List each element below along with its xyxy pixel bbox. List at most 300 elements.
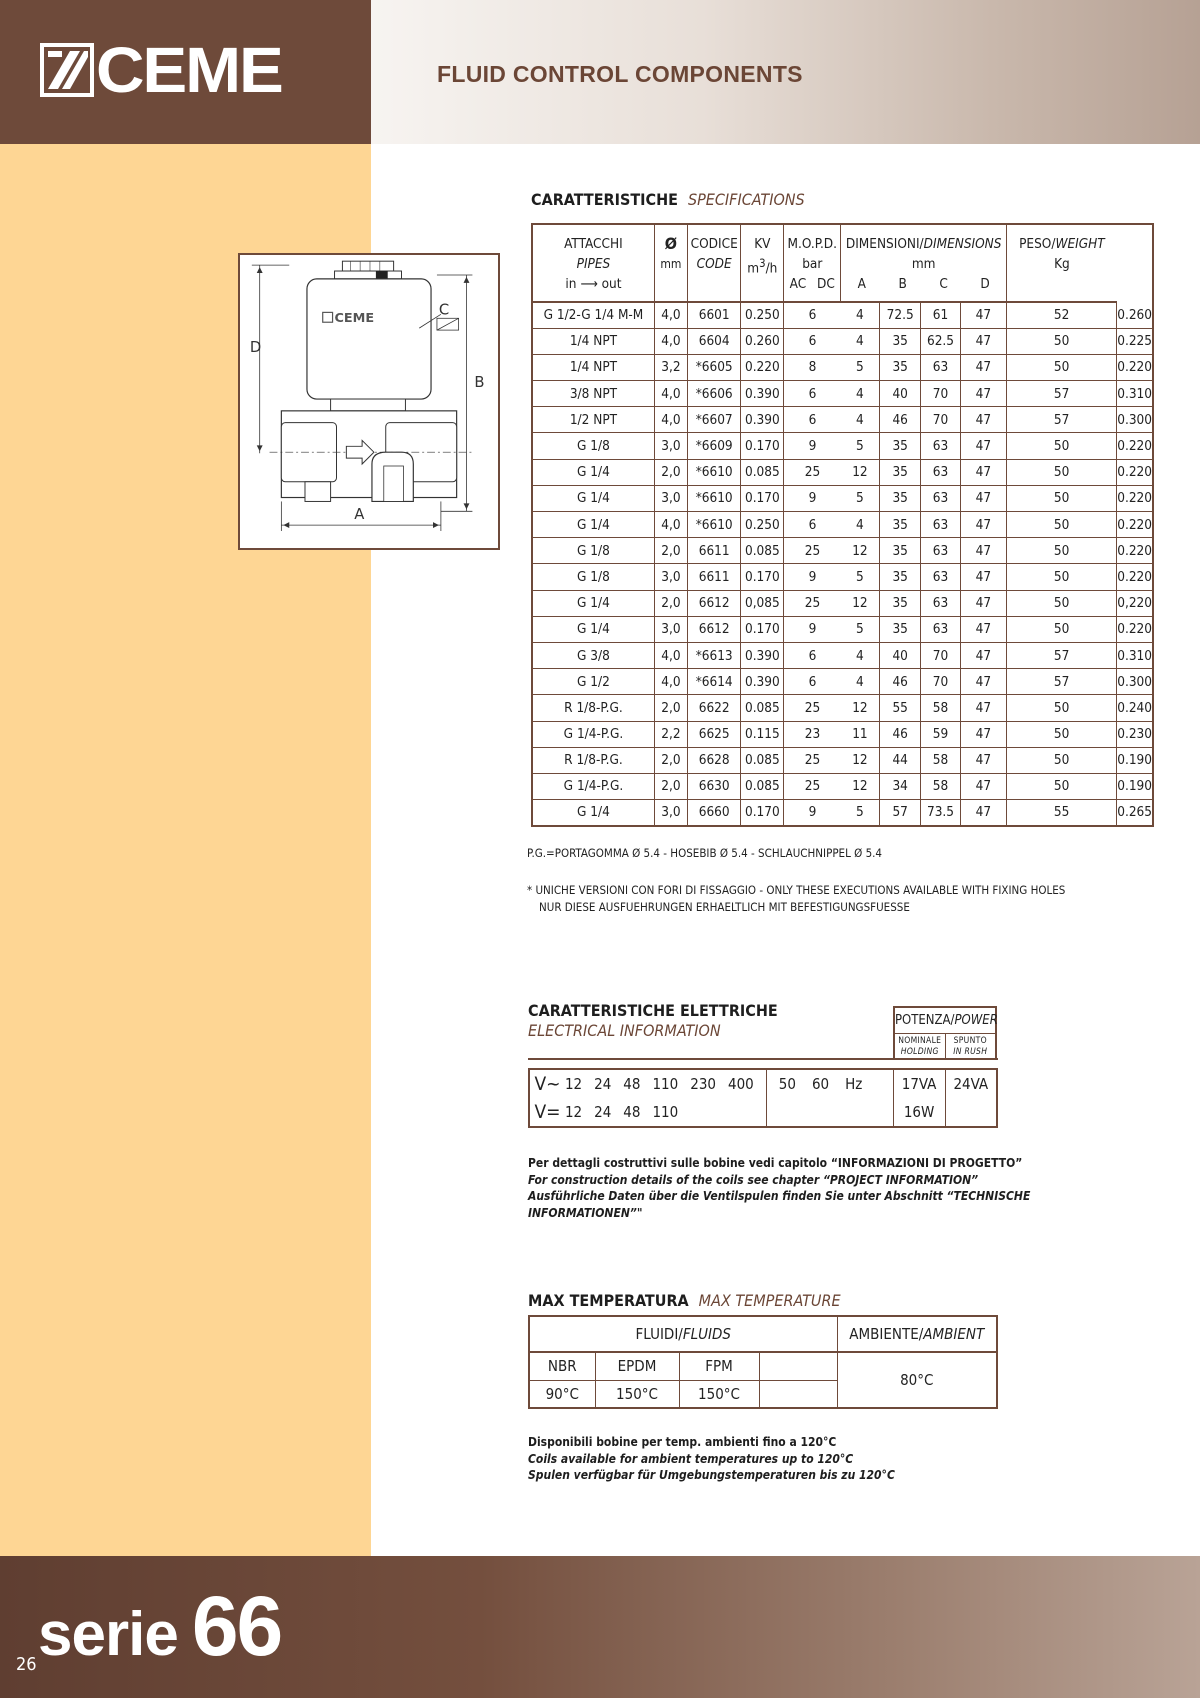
col-code: CODICE CODE — [687, 224, 741, 302]
table-cell: 52 — [1007, 302, 1117, 328]
material-nbr: NBR — [529, 1352, 595, 1380]
dim-b-label: B — [474, 374, 485, 392]
table-cell: 4,0 — [654, 512, 687, 538]
table-cell: *6607 — [687, 407, 741, 433]
table-cell: 70 — [921, 669, 960, 695]
table-cell: 47 — [960, 538, 1006, 564]
table-cell: G 3/8 — [532, 642, 654, 668]
table-row — [532, 407, 1153, 433]
table-cell: 46 — [880, 407, 921, 433]
table-cell: 47 — [960, 800, 1006, 826]
table-cell: 0.085 — [741, 773, 784, 799]
table-cell: 0.390 — [741, 642, 784, 668]
table-cell: *6614 — [687, 669, 741, 695]
table-cell: 0.265 — [1117, 800, 1153, 826]
table-cell: 3,0 — [654, 433, 687, 459]
table-cell: 4 — [841, 407, 880, 433]
table-cell: 73.5 — [921, 800, 960, 826]
dc-holding: 16W — [893, 1098, 945, 1127]
table-cell: 58 — [921, 695, 960, 721]
dc-inrush — [945, 1098, 997, 1127]
table-cell: 47 — [960, 669, 1006, 695]
material-fpm: FPM — [679, 1352, 759, 1380]
table-cell: G 1/4 — [532, 459, 654, 485]
table-cell: 3,0 — [654, 564, 687, 590]
valve-drawing — [238, 253, 500, 550]
table-cell: 0.220 — [1117, 433, 1153, 459]
table-cell: 70 — [921, 381, 960, 407]
temp-epdm: 150°C — [595, 1380, 679, 1408]
table-cell: 6625 — [687, 721, 741, 747]
table-cell: 2,0 — [654, 747, 687, 773]
table-cell: 35 — [880, 564, 921, 590]
table-cell: 47 — [960, 721, 1006, 747]
table-cell: 35 — [880, 433, 921, 459]
col-pipes: ATTACCHI PIPES in ⟶ out — [532, 224, 654, 302]
table-cell: 12 — [841, 747, 880, 773]
table-row — [532, 564, 1153, 590]
table-cell: 0.390 — [741, 381, 784, 407]
table-cell: 40 — [880, 642, 921, 668]
dim-a-label: A — [354, 506, 365, 524]
table-cell: 57 — [1007, 381, 1117, 407]
temp-fpm: 150°C — [679, 1380, 759, 1408]
table-cell: 47 — [960, 747, 1006, 773]
table-cell: 50 — [1007, 721, 1117, 747]
dc-voltages: 12 24 48 110 — [564, 1103, 679, 1121]
table-cell: 1/4 NPT — [532, 328, 654, 354]
ac-inrush: 24VA — [945, 1069, 997, 1098]
table-cell: 35 — [880, 354, 921, 380]
table-cell: 25 — [784, 773, 841, 799]
table-cell: 0.310 — [1117, 381, 1153, 407]
table-row — [532, 433, 1153, 459]
table-cell: 2,0 — [654, 590, 687, 616]
table-cell: 35 — [880, 328, 921, 354]
table-cell: 63 — [921, 512, 960, 538]
table-cell: 0.220 — [1117, 512, 1153, 538]
table-cell: 70 — [921, 407, 960, 433]
table-cell: 47 — [960, 381, 1006, 407]
table-cell: G 1/4 — [577, 804, 610, 821]
table-cell: 63 — [921, 459, 960, 485]
table-cell: 6630 — [687, 773, 741, 799]
pg-note: P.G.=PORTAGOMMA Ø 5.4 - HOSEBIB Ø 5.4 - SCHLAUCHNIPPEL Ø 5.4 — [527, 846, 883, 860]
table-cell: G 1/2-G 1/4 M-M — [532, 302, 654, 328]
table-cell: 6660 — [687, 800, 741, 826]
table-row — [532, 695, 1153, 721]
table-cell: *6610 — [687, 512, 741, 538]
holding-header: NOMINALE HOLDING — [898, 1036, 942, 1057]
table-cell: 4 — [841, 669, 880, 695]
table-cell: 35 — [880, 590, 921, 616]
table-cell: 47 — [960, 773, 1006, 799]
col-kv: KV $m^3/h$ — [741, 224, 784, 302]
table-cell: 63 — [921, 538, 960, 564]
table-cell: 23 — [784, 721, 841, 747]
table-cell: 47 — [960, 564, 1006, 590]
table-cell: 0.260 — [1117, 302, 1153, 328]
ceme-logo-mark-icon — [40, 43, 94, 97]
ac-symbol: V~ — [534, 1073, 561, 1095]
table-cell: 3,0 — [654, 800, 687, 826]
table-cell: G 1/4-P.G. — [532, 773, 654, 799]
table-cell: 55 — [880, 695, 921, 721]
table-cell: 0.225 — [1117, 328, 1153, 354]
specs-title-it: CARATTERISTICHE — [531, 190, 678, 209]
table-cell: 25 — [784, 590, 841, 616]
table-cell: 0.190 — [1117, 747, 1153, 773]
table-cell: 8 — [784, 354, 841, 380]
table-cell: 0.220 — [1117, 538, 1153, 564]
table-row — [532, 459, 1153, 485]
table-cell: 50 — [1007, 695, 1117, 721]
table-row — [532, 800, 1153, 826]
table-cell: 3,0 — [654, 485, 687, 511]
table-cell: *6610 — [687, 485, 741, 511]
table-cell: 0.220 — [1117, 564, 1153, 590]
electrical-title-en: ELECTRICAL INFORMATION — [528, 1021, 721, 1040]
table-cell: 5 — [841, 564, 880, 590]
table-cell: 4,0 — [654, 328, 687, 354]
col-dimensions: DIMENSIONI/DIMENSIONS mm A B C D — [841, 224, 1007, 302]
table-cell: *6609 — [687, 433, 741, 459]
table-cell: 63 — [921, 616, 960, 642]
table-cell: 47 — [960, 328, 1006, 354]
specs-title — [531, 190, 805, 209]
table-cell: 46 — [880, 721, 921, 747]
table-cell: 9 — [784, 800, 841, 826]
specs-title-en: SPECIFICATIONS — [687, 190, 805, 209]
table-cell: 0.170 — [741, 564, 784, 590]
table-cell: 0.230 — [1117, 721, 1153, 747]
table-cell: 1/4 NPT — [532, 354, 654, 380]
table-cell: 4,0 — [654, 302, 687, 328]
table-cell: 0.085 — [741, 747, 784, 773]
table-cell: 5 — [841, 485, 880, 511]
table-cell: 4 — [841, 302, 880, 328]
table-row — [532, 721, 1153, 747]
table-cell: G 1/4-P.G. — [532, 721, 654, 747]
table-cell: 12 — [841, 773, 880, 799]
table-cell: *6605 — [687, 354, 741, 380]
table-cell: *6613 — [687, 642, 741, 668]
table-cell: 57 — [1007, 642, 1117, 668]
table-cell: 58 — [921, 773, 960, 799]
table-cell: 59 — [921, 721, 960, 747]
table-row — [532, 669, 1153, 695]
table-cell: 0.220 — [1117, 485, 1153, 511]
table-cell: 4 — [841, 328, 880, 354]
table-cell: 35 — [880, 538, 921, 564]
table-row — [532, 381, 1153, 407]
table-row — [532, 354, 1153, 380]
table-cell: 0.250 — [741, 512, 784, 538]
fluids-header: FLUIDI/FLUIDS — [529, 1316, 837, 1352]
table-cell: 3,2 — [654, 354, 687, 380]
table-cell: 6601 — [687, 302, 741, 328]
table-cell: 11 — [841, 721, 880, 747]
table-cell: 0.085 — [741, 695, 784, 721]
table-cell: 47 — [960, 695, 1006, 721]
table-cell: 5 — [841, 616, 880, 642]
table-cell: 47 — [960, 407, 1006, 433]
table-cell: 6611 — [687, 538, 741, 564]
table-cell: 50 — [1007, 538, 1117, 564]
table-cell: 4 — [841, 512, 880, 538]
table-cell: 25 — [784, 747, 841, 773]
dim-d-label: D — [249, 338, 262, 356]
table-cell: 63 — [921, 433, 960, 459]
table-cell: 50 — [1007, 564, 1117, 590]
table-cell: 35 — [880, 616, 921, 642]
table-row — [532, 747, 1153, 773]
table-cell: 0.085 — [741, 459, 784, 485]
table-cell: 12 — [841, 538, 880, 564]
table-cell: 0.390 — [741, 669, 784, 695]
table-cell: 50 — [1007, 459, 1117, 485]
table-cell: 50 — [1007, 433, 1117, 459]
table-cell: 2,2 — [654, 721, 687, 747]
power-header: POTENZA/POWER NOMINALE HOLDING SPUNTO IN RUSH — [893, 1006, 997, 1060]
specs-header-row — [532, 224, 1153, 302]
table-cell: 6 — [784, 302, 841, 328]
table-cell: 0.390 — [741, 407, 784, 433]
table-cell: 0.220 — [1117, 616, 1153, 642]
table-cell: 6612 — [687, 616, 741, 642]
table-cell: 50 — [1007, 773, 1117, 799]
table-cell: 0.250 — [741, 302, 784, 328]
electrical-rule — [528, 1058, 998, 1060]
table-cell: 0.190 — [1117, 773, 1153, 799]
table-cell: 25 — [784, 459, 841, 485]
table-cell: 0,220 — [1117, 590, 1153, 616]
table-cell: 0.300 — [1117, 407, 1153, 433]
page-subtitle: FLUID CONTROL COMPONENTS — [437, 61, 803, 87]
table-cell: R 1/8-P.G. — [532, 747, 654, 773]
table-cell: 55 — [1007, 800, 1117, 826]
table-cell: G 1/4 — [532, 616, 654, 642]
table-cell: 12 — [841, 695, 880, 721]
ambient-header: AMBIENTE/AMBIENT — [837, 1316, 997, 1352]
col-diameter: Ø mm — [654, 224, 687, 302]
table-row — [532, 485, 1153, 511]
table-cell: 50 — [1007, 328, 1117, 354]
specs-table — [531, 223, 1154, 827]
table-cell: 0.220 — [1117, 354, 1153, 380]
table-cell: 0,085 — [741, 590, 784, 616]
table-cell: 0.310 — [1117, 642, 1153, 668]
table-cell: 25 — [784, 538, 841, 564]
table-cell: 50 — [1007, 616, 1117, 642]
table-cell: 57 — [880, 800, 921, 826]
table-cell: 4 — [841, 381, 880, 407]
table-cell: 9 — [784, 485, 841, 511]
table-row — [532, 512, 1153, 538]
table-cell: 6 — [784, 669, 841, 695]
table-cell: 4,0 — [654, 381, 687, 407]
table-cell: 6 — [784, 407, 841, 433]
table-cell: G 1/8 — [532, 433, 654, 459]
table-cell: 9 — [784, 564, 841, 590]
table-cell: 47 — [960, 433, 1006, 459]
table-cell: 50 — [1007, 485, 1117, 511]
arrow-right-icon: ⟶ — [580, 276, 598, 292]
ac-row — [529, 1069, 997, 1098]
table-cell: 0.260 — [741, 328, 784, 354]
coil-temperature-note: Disponibili bobine per temp. ambienti fino a 120°C Coils available for ambient temperatures up to 120°C Spulen verfügbar für Umgebungstemperaturen bis zu 120°C — [528, 1435, 895, 1482]
ambient-value: 80°C — [837, 1352, 997, 1408]
table-cell: 4,0 — [654, 642, 687, 668]
table-cell: 40 — [880, 381, 921, 407]
table-cell: 47 — [960, 354, 1006, 380]
table-cell: 6604 — [687, 328, 741, 354]
table-cell: 46 — [880, 669, 921, 695]
table-cell: 44 — [880, 747, 921, 773]
table-cell: 47 — [960, 485, 1006, 511]
page-number: 26 — [16, 1654, 37, 1675]
dc-frequency — [766, 1098, 893, 1127]
table-row — [532, 590, 1153, 616]
table-cell: 70 — [921, 642, 960, 668]
material-epdm: EPDM — [595, 1352, 679, 1380]
table-cell: 63 — [921, 590, 960, 616]
ac-frequency: 50 60 Hz — [766, 1069, 893, 1098]
table-cell: 35 — [880, 485, 921, 511]
table-cell: 47 — [960, 590, 1006, 616]
table-cell: 6 — [784, 381, 841, 407]
table-cell: 6628 — [687, 747, 741, 773]
table-cell: 2,0 — [654, 773, 687, 799]
table-row — [532, 538, 1153, 564]
table-cell: 5 — [856, 804, 864, 821]
fixing-holes-note: * UNICHE VERSIONI CON FORI DI FISSAGGIO - ONLY THESE EXECUTIONS AVAILABLE WITH FIXING HOLES NUR DIESE AUSFUEHRUNGEN ERHAELTLICH MIT BEFESTIGUNGSFUESSE — [527, 883, 1066, 914]
drawing-logo-text: CEME — [334, 311, 375, 327]
table-cell: G 1/8 — [532, 564, 654, 590]
table-cell: 63 — [921, 564, 960, 590]
table-cell: 50 — [1007, 512, 1117, 538]
table-cell: 2,0 — [654, 459, 687, 485]
ceme-logo — [40, 34, 282, 106]
table-cell: 6 — [784, 512, 841, 538]
table-cell: 35 — [880, 512, 921, 538]
table-row — [532, 616, 1153, 642]
table-cell: 47 — [960, 512, 1006, 538]
electrical-title: CARATTERISTICHE ELETTRICHE — [528, 1001, 778, 1020]
table-cell: 6 — [784, 328, 841, 354]
dim-c-label: C — [438, 301, 450, 319]
table-cell: 50 — [1007, 747, 1117, 773]
table-cell: 6611 — [687, 564, 741, 590]
table-row — [532, 328, 1153, 354]
table-cell: 0.300 — [1117, 669, 1153, 695]
table-cell: 0.170 — [741, 616, 784, 642]
temperature-table — [528, 1315, 998, 1409]
table-cell: 72.5 — [880, 302, 921, 328]
table-cell: 61 — [921, 302, 960, 328]
table-cell: 0.115 — [741, 721, 784, 747]
col-mopd: M.O.P.D. bar AC DC — [784, 224, 841, 302]
table-cell: 47 — [960, 642, 1006, 668]
table-cell: 12 — [841, 459, 880, 485]
table-cell: 0.085 — [741, 538, 784, 564]
table-cell: 34 — [880, 773, 921, 799]
dc-symbol: V= — [534, 1101, 561, 1123]
table-cell: 58 — [921, 747, 960, 773]
table-cell: 3,0 — [654, 616, 687, 642]
brand-name: CEME — [96, 34, 282, 106]
table-cell: G 1/4 — [532, 590, 654, 616]
inrush-header: SPUNTO IN RUSH — [945, 1034, 996, 1060]
table-cell: 3/8 NPT — [532, 381, 654, 407]
col-weight: PESO/WEIGHT Kg — [1007, 224, 1117, 302]
table-cell: 1/2 NPT — [532, 407, 654, 433]
table-cell: R 1/8-P.G. — [532, 695, 654, 721]
table-cell: 4,0 — [654, 669, 687, 695]
table-cell: 4 — [841, 642, 880, 668]
table-cell: 63 — [921, 485, 960, 511]
table-cell: 12 — [841, 590, 880, 616]
table-cell: 6 — [784, 642, 841, 668]
electrical-table — [528, 1068, 998, 1128]
table-row — [532, 773, 1153, 799]
table-cell: 5 — [841, 433, 880, 459]
dc-row — [529, 1098, 997, 1127]
table-cell: G 1/4 — [532, 485, 654, 511]
table-cell: 9 — [784, 433, 841, 459]
table-row — [532, 642, 1153, 668]
table-cell: *6610 — [687, 459, 741, 485]
table-cell: 0.170 — [741, 433, 784, 459]
table-cell: 62.5 — [921, 328, 960, 354]
table-cell: 50 — [1007, 354, 1117, 380]
table-cell: *6606 — [687, 381, 741, 407]
table-cell: 63 — [921, 354, 960, 380]
table-cell: 2,0 — [654, 538, 687, 564]
table-cell: 0.240 — [1117, 695, 1153, 721]
temp-nbr: 90°C — [545, 1384, 579, 1403]
table-cell: 4,0 — [654, 407, 687, 433]
table-cell: 47 — [960, 302, 1006, 328]
ac-holding: 17VA — [893, 1069, 945, 1098]
temperature-title: MAX TEMPERATURA MAX TEMPERATURE — [528, 1291, 841, 1310]
table-cell: 35 — [880, 459, 921, 485]
table-cell: 57 — [1007, 669, 1117, 695]
table-row — [532, 302, 1153, 328]
table-cell: 0.170 — [741, 800, 784, 826]
table-cell: 0.220 — [741, 354, 784, 380]
table-cell: 6612 — [687, 590, 741, 616]
valve-drawing-svg — [240, 255, 498, 548]
table-cell: 0.220 — [1117, 459, 1153, 485]
table-cell: 57 — [1007, 407, 1117, 433]
table-cell: 47 — [960, 616, 1006, 642]
coil-details-note: Per dettagli costruttivi sulle bobine vedi capitolo “INFORMAZIONI DI PROGETTO” For construction details of the coils see chapter “PROJECT INFORMATION” Ausführliche Daten über die Ventilspulen finden Sie unter Abschnitt “TECHNISCHE INFORMATIONEN”" — [528, 1156, 1031, 1220]
table-cell: 0.170 — [741, 485, 784, 511]
series-label: serie 66 — [38, 1579, 282, 1673]
table-cell: 25 — [784, 695, 841, 721]
table-cell: G 1/8 — [532, 538, 654, 564]
table-cell: G 1/2 — [532, 669, 654, 695]
table-cell: 47 — [960, 459, 1006, 485]
table-cell: 50 — [1007, 590, 1117, 616]
table-cell: 2,0 — [654, 695, 687, 721]
table-cell: G 1/4 — [532, 512, 654, 538]
table-cell: 5 — [841, 354, 880, 380]
ac-voltages: 12 24 48 110 230 400 — [564, 1075, 754, 1093]
table-cell: 6622 — [687, 695, 741, 721]
table-cell: 9 — [784, 616, 841, 642]
